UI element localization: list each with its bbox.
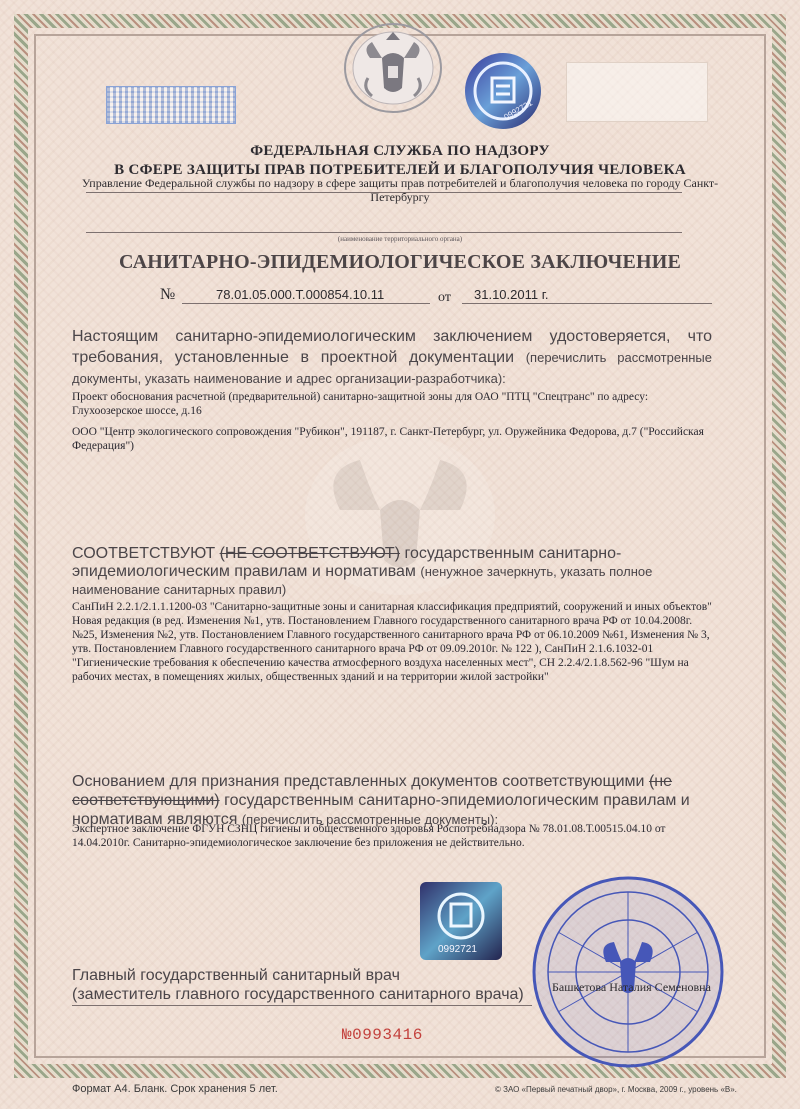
date-label: от (438, 290, 451, 305)
signature-underline (72, 1005, 532, 1006)
section3-note: (перечислить рассмотренные документы): (241, 812, 499, 827)
hologram-seal-icon (462, 50, 544, 132)
section3-intro: Основанием для признания представленных документов соответствующими (72, 773, 645, 790)
complies-word: СООТВЕТСТВУЮТ (72, 545, 216, 562)
section2-compliance (72, 545, 722, 599)
agency-name-line2: В СФЕРЕ ЗАЩИТЫ ПРАВ ПОТРЕБИТЕЛЕЙ И БЛАГОПОЛУЧИЯ ЧЕЛОВЕКА (114, 162, 686, 178)
number-label: № (160, 286, 176, 303)
number-underline (182, 303, 430, 304)
hologram-sticker-number: 0992721 (438, 944, 477, 955)
footer-format-note: Формат А4. Бланк. Срок хранения 5 лет. (72, 1083, 278, 1095)
hologram-sticker-icon (418, 880, 504, 962)
coat-of-arms-emblem (342, 18, 444, 114)
signatory-name: Башкетова Наталия Семеновна (552, 980, 711, 994)
expert-conclusion: Экспертное заключение ФГУН СЗНЦ гигиены и общественного здоровья Роспотребнадзора № 78.01.08.Т.00515.04.10 от 14.04.2010г. Санитарно-эпидемиологическое заключение без приложения не действительно. (72, 823, 666, 849)
sanitary-rules-list: СанПиН 2.2.1/2.1.1.1200-03 "Санитарно-защитные зоны и санитарная классификация предприятий, сооружений и иных объектов" Новая редакция (в ред. Изменения №1, утв. Постановлением Главного государственного санитарного врача РФ от 10.04.2008г. №25, Изменения №2, утв. Постановлением Главного государственного санитарного врача РФ от 06.10.2009 №61, Изменения № 3, утв. Постановлением Главного государственного санитарного врача РФ от 09.09.2010г. № 122 ), СанПиН 2.1.6.1032-01 "Гигиенические требования к обеспечению качества атмосферного воздуха населенных мест", СН 2.2.4/2.1.8.562-96 "Шум на рабочих местах, в помещениях жилых, общественных зданий и на территории жилой застройки" (72, 601, 712, 683)
territorial-department: Управление Федеральной службы по надзору в сфере защиты прав потребителей и благополучия человека по городу Санкт-Петербургу (81, 176, 719, 204)
section3-struck: (не соответствующими) (72, 773, 673, 809)
footer-printer-note: © ЗАО «Первый печатный двор», г. Москва, 2009 г., уровень «В». (495, 1085, 737, 1094)
section2-note: (ненужное зачеркнуть, указать полное наименование санитарных правил) (72, 564, 653, 597)
section2-rest: государственным санитарно-эпидемиологическим правилам и нормативам (72, 545, 622, 580)
signatory-title-line1: Главный государственный санитарный врач (72, 967, 400, 984)
certificate-date: 31.10.2011 г. (474, 287, 549, 302)
signatory-title-line2: (заместитель главного государственного санитарного врача) (72, 986, 524, 1003)
signatory-title (72, 966, 524, 1004)
section3-rest: государственным санитарно-эпидемиологическим правилам и нормативам являются (72, 792, 690, 828)
section1-intro-text: Настоящим санитарно-эпидемиологическим заключением удостоверяется, что требования, установленные в проектной документации (72, 328, 712, 366)
dept-underline-2 (86, 232, 682, 233)
agency-name-line1: ФЕДЕРАЛЬНАЯ СЛУЖБА ПО НАДЗОРУ (250, 143, 550, 159)
blank-serial-number: №0993416 (342, 1026, 423, 1044)
document-title: САНИТАРНО-ЭПИДЕМИОЛОГИЧЕСКОЕ ЗАКЛЮЧЕНИЕ (118, 251, 682, 273)
dept-underline-1 (86, 192, 682, 193)
certificate-number: 78.01.05.000.Т.000854.10.11 (216, 287, 385, 302)
official-stamp-seal (528, 872, 728, 1072)
developer-organization: ООО "Центр экологического сопровождения "Рубикон", 191187, г. Санкт-Петербург, ул. Оружейника Федорова, д.7 ("Российская Федерация") (72, 426, 704, 452)
section3-basis (72, 772, 722, 829)
date-underline (462, 303, 712, 304)
not-complies-struck: (НЕ СООТВЕТСТВУЮТ) (219, 545, 401, 562)
section1-intro-note: (перечислить рассмотренные документы, указать наименование и адрес организации-разработчика): (72, 350, 712, 386)
hologram-number: 0992721 (502, 98, 534, 122)
security-field (566, 62, 708, 122)
project-description: Проект обоснования расчетной (предварительной) санитарно-защитной зоны для ОАО "ПТЦ "Спецтранс" по адресу: Глухоозерское шоссе, д.16 (72, 391, 649, 417)
dept-caption: (наименование территориального органа) (337, 235, 463, 243)
section1-intro (72, 326, 712, 389)
hologram-strip (106, 86, 236, 124)
